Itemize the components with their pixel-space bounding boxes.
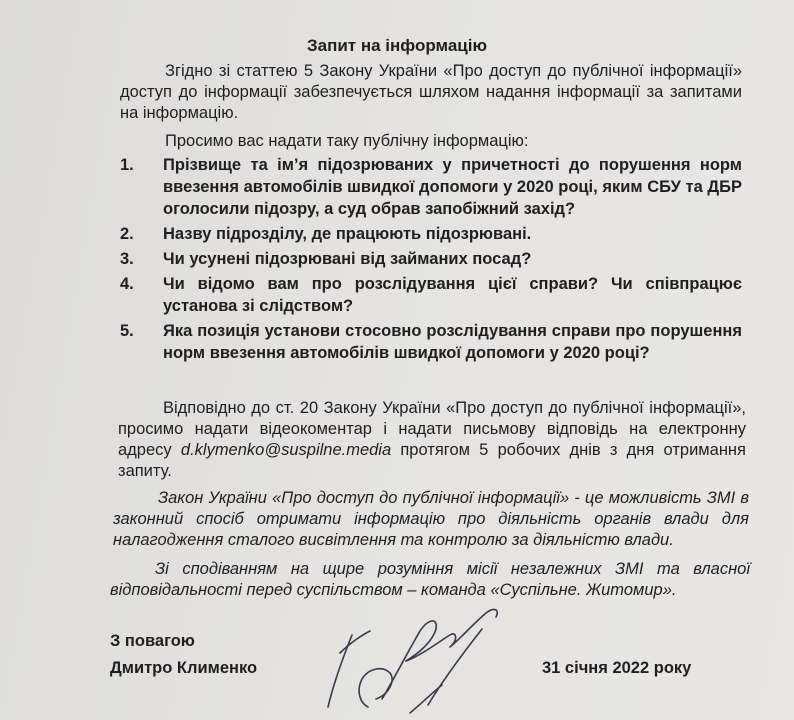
email-address: d.klymenko@suspilne.media	[180, 441, 392, 459]
law-note-paragraph: Закон України «Про доступ до публічної інформації» - це можливість ЗМІ в законний спосіб отримати інформацію про діяльність органів влади для налагодження сталого висвітлення та контролю за діяльністю влади.	[113, 489, 749, 549]
request-item: 1. Прізвище та ім’я підозрюваних у причетності до порушення норм ввезення автомобілів швидкої допомоги у 2020 році, яким СБУ та ДБР оголосили підозру, а суд обрав запобіжний захід?	[120, 156, 742, 218]
regards-label: З повагою	[110, 632, 195, 650]
request-list	[120, 154, 742, 367]
request-item: 3. Чи усунені підозрювані від займаних посад?	[120, 250, 532, 268]
author-name: Дмитро Клименко	[110, 659, 258, 677]
document-date: 31 січня 2022 року	[542, 659, 692, 677]
response-paragraph: Відповідно до ст. 20 Закону України «Про доступ до публічної інформації», просимо надати відеокоментар і надати письмову відповідь на електронну адресу d.klymenko@suspilne.media протягом 5 робочих днів з дня отримання запиту.	[118, 399, 746, 480]
handwritten-signature	[310, 595, 510, 720]
request-item: 5. Яка позиція установи стосовно розслідування справи про порушення норм ввезення автомобілів швидкої допомоги у 2020 році?	[120, 322, 742, 362]
intro-paragraph: Згідно зі статтею 5 Закону України «Про доступ до публічної інформації» доступ до інформації забезпечується шляхом надання інформації за запитами на інформацію.	[120, 62, 742, 122]
document-title: Запит на інформацію	[306, 36, 487, 55]
closing-paragraph: Зі сподіванням на щире розуміння місії незалежних ЗМІ та власної відповідальності перед суспільством – команда «Суспільне. Житомир».	[110, 560, 750, 599]
request-item: 4. Чи відомо вам про розслідування цієї справи? Чи співпрацює установа зі слідством?	[120, 275, 742, 315]
request-item: 2. Назву підрозділу, де працюють підозрювані.	[120, 225, 532, 243]
request-lead: Просимо вас надати таку публічну інформацію:	[165, 132, 529, 150]
